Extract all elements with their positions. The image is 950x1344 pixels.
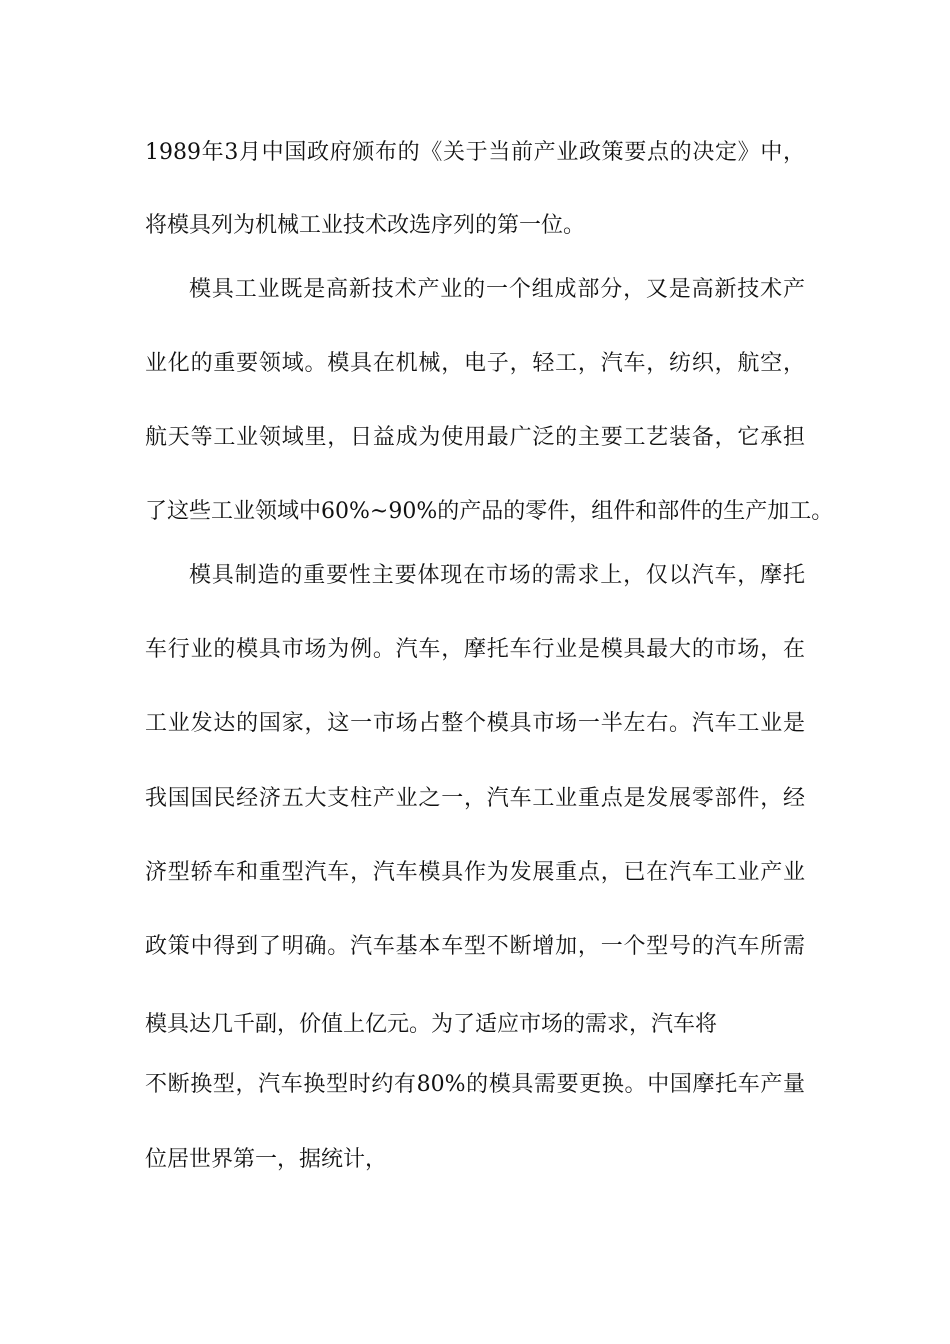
paragraph-3-line-6: 政策中得到了明确。汽车基本车型不断增加，一个型号的汽车所需	[145, 934, 805, 959]
paragraph-3-line-7: 模具达几千副，价值上亿元。为了适应市场的需求，汽车将	[145, 1012, 718, 1037]
paragraph-3-line-5: 济型轿车和重型汽车，汽车模具作为发展重点，已在汽车工业产业	[145, 860, 805, 885]
paragraph-2-line-4: 了这些工业领域中60%~90%的产品的零件，组件和部件的生产加工。	[145, 499, 834, 524]
paragraph-3-line-4: 我国国民经济五大支柱产业之一，汽车工业重点是发展零部件，经	[145, 786, 805, 811]
text-line-1: 1989年3月中国政府颁布的《关于当前产业政策要点的决定》中，	[145, 140, 805, 165]
paragraph-3-line-2: 车行业的模具市场为例。汽车，摩托车行业是模具最大的市场，在	[145, 637, 805, 662]
text-line-2: 将模具列为机械工业技术改选序列的第一位。	[145, 213, 586, 238]
paragraph-3-line-1: 模具制造的重要性主要体现在市场的需求上，仅以汽车，摩托	[189, 563, 805, 588]
paragraph-2-line-2: 业化的重要领域。模具在机械，电子，轻工，汽车，纺织，航空，	[145, 351, 805, 376]
paragraph-3-line-9: 位居世界第一，据统计，	[145, 1147, 388, 1172]
paragraph-3-line-8: 不断换型，汽车换型时约有80%的模具需要更换。中国摩托车产量	[145, 1072, 805, 1097]
paragraph-2-line-3: 航天等工业领域里，日益成为使用最广泛的主要工艺装备，它承担	[145, 425, 805, 450]
paragraph-3-line-3: 工业发达的国家，这一市场占整个模具市场一半左右。汽车工业是	[145, 711, 805, 736]
paragraph-2-line-1: 模具工业既是高新技术产业的一个组成部分，又是高新技术产	[189, 277, 805, 302]
